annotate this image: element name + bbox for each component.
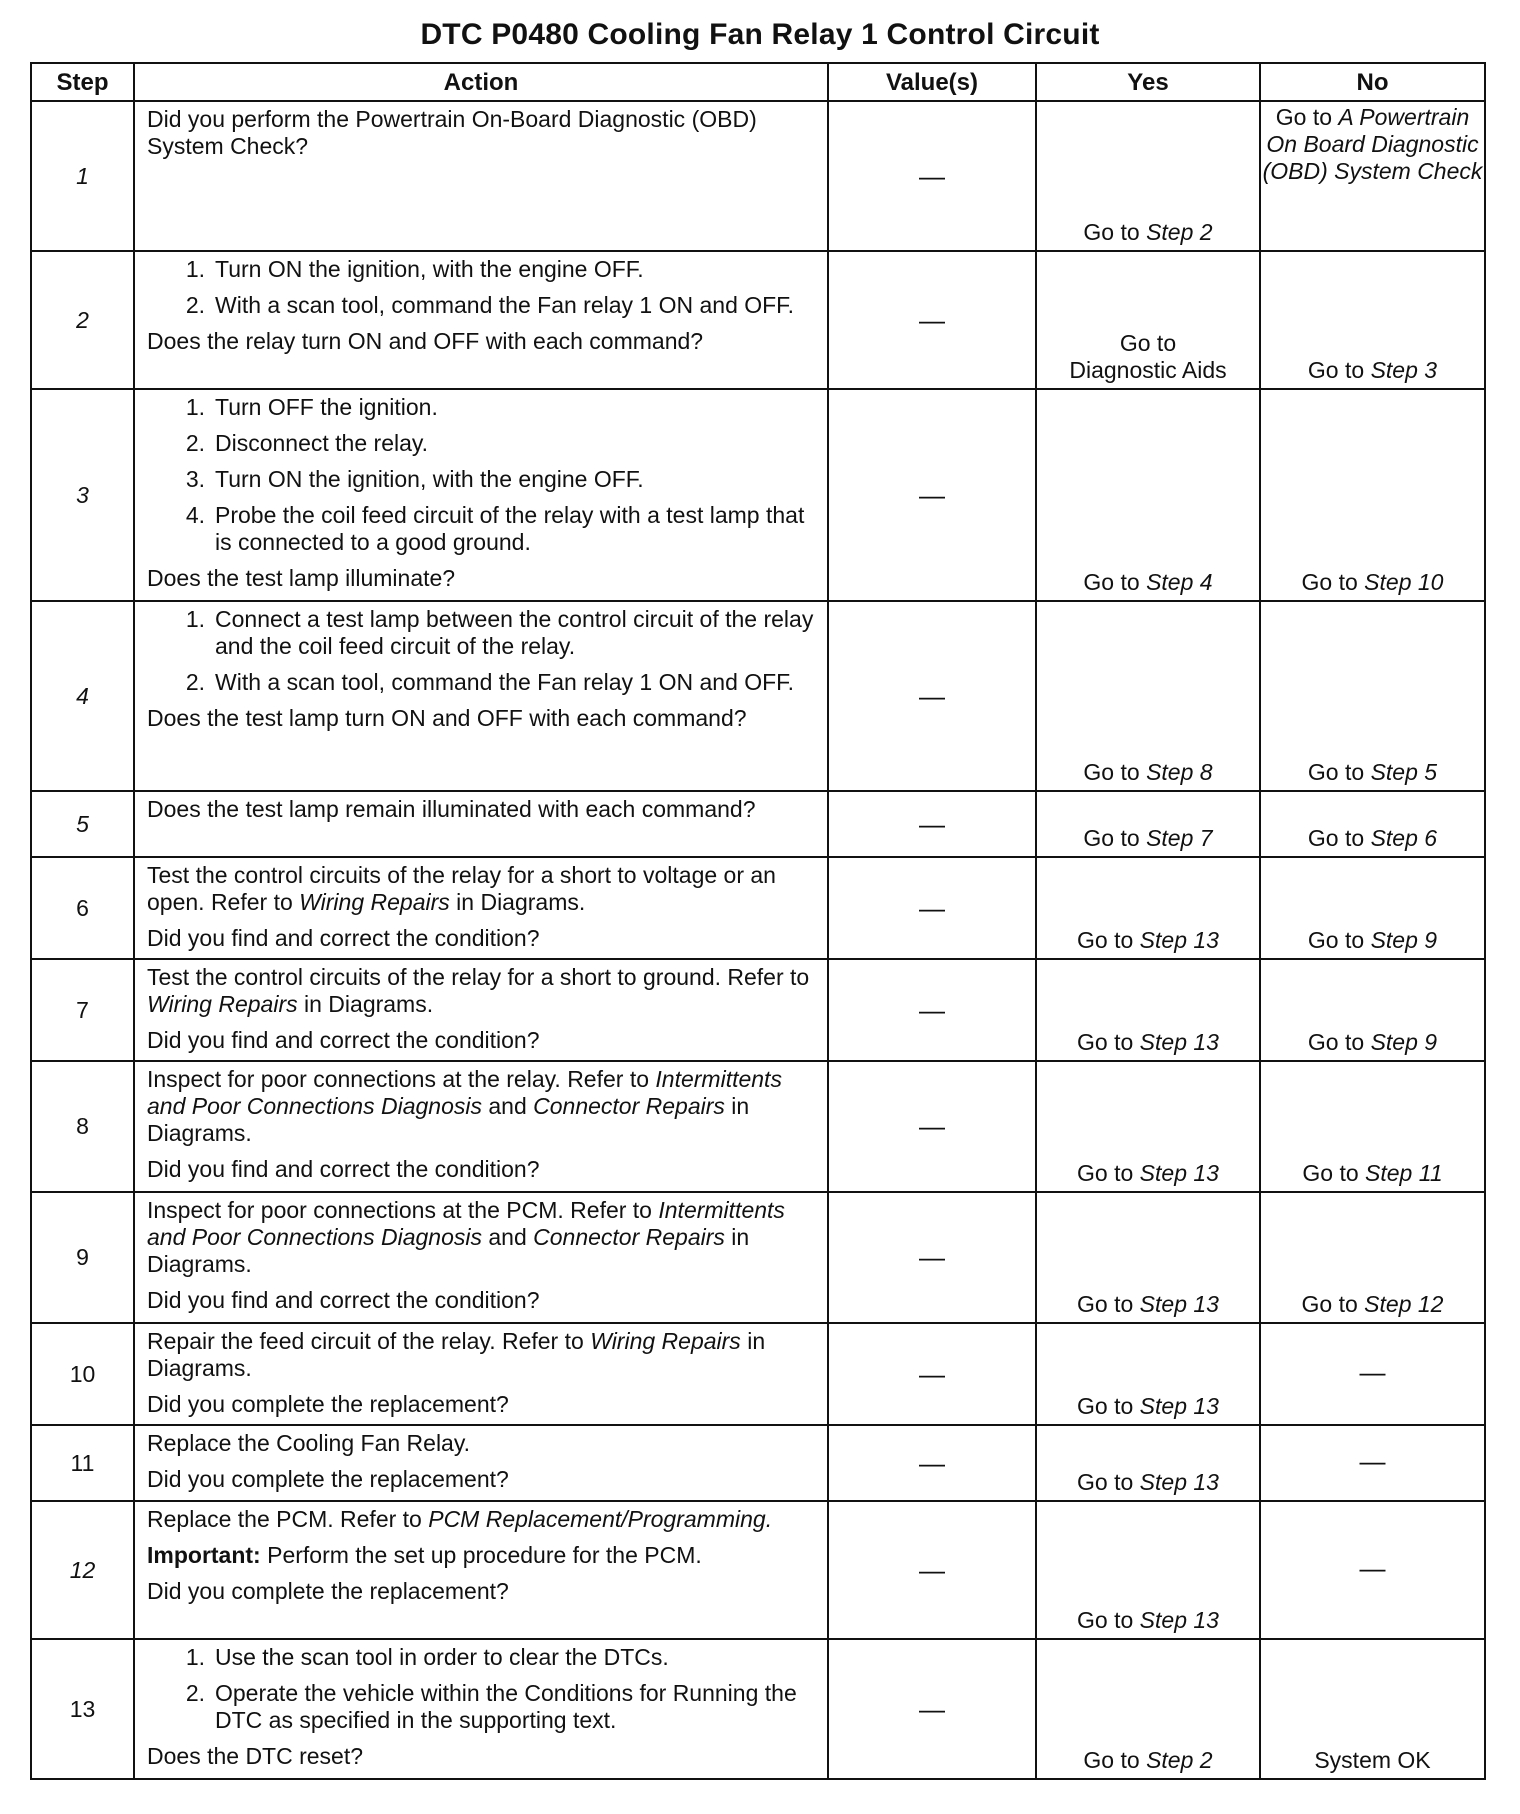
no-reference: Step 9 xyxy=(1370,927,1438,953)
table-row xyxy=(31,1639,1485,1779)
action-list-item xyxy=(147,669,819,696)
action-cell xyxy=(134,389,828,601)
value-cell: — xyxy=(828,1192,1036,1323)
no-reference: Step 10 xyxy=(1364,569,1444,595)
header-no: No xyxy=(1260,63,1485,101)
yes-reference: Step 13 xyxy=(1139,1029,1219,1055)
yes-cell: Go to Step 13 xyxy=(1036,959,1260,1061)
action-item-text: With a scan tool, command the Fan relay 1 ON and OFF. xyxy=(215,292,795,318)
no-cell: Go to Step 9 xyxy=(1260,857,1485,959)
value-cell: — xyxy=(828,601,1036,791)
action-question: Does the DTC reset? xyxy=(147,1743,364,1769)
yes-reference: Step 13 xyxy=(1139,1160,1219,1186)
action-question: Does the test lamp turn ON and OFF with each command? xyxy=(147,705,747,731)
action-item-text: Turn OFF the ignition. xyxy=(215,394,438,420)
step-number: 9 xyxy=(31,1192,134,1323)
step-number: 5 xyxy=(31,791,134,857)
action-list-item xyxy=(147,606,819,660)
action-item-number: 4. xyxy=(185,502,205,528)
yes-reference: Step 8 xyxy=(1146,759,1213,785)
step-number: 13 xyxy=(31,1639,134,1779)
table-row xyxy=(31,389,1485,601)
action-question: Did you find and correct the condition? xyxy=(147,1287,540,1313)
no-reference: Step 11 xyxy=(1365,1160,1443,1186)
step-number: 2 xyxy=(31,251,134,389)
action-cell xyxy=(134,1639,828,1779)
yes-cell: Go to Step 13 xyxy=(1036,1323,1260,1425)
action-item-text: Probe the coil feed circuit of the relay with a test lamp that is connected to a good ground. xyxy=(215,502,805,555)
action-cell xyxy=(134,1192,828,1323)
action-item-number: 2. xyxy=(185,430,205,456)
action-question: Did you find and correct the condition? xyxy=(147,1027,540,1053)
action-list-item xyxy=(147,394,819,421)
action-cell xyxy=(134,601,828,791)
action-item-number: 1. xyxy=(185,1644,205,1670)
table-header-row xyxy=(31,63,1485,101)
action-text: Inspect for poor connections at the PCM. Refer to Intermittents and Poor Connections Diagnosis and Connector Repairs in Diagrams. xyxy=(147,1197,785,1277)
action-question: Does the test lamp illuminate? xyxy=(147,565,456,591)
no-cell: — xyxy=(1260,1323,1485,1425)
header-action: Action xyxy=(134,63,828,101)
action-item-number: 2. xyxy=(185,292,205,318)
action-text: Replace the PCM. Refer to PCM Replacement/Programming. xyxy=(147,1506,773,1532)
yes-reference: Step 13 xyxy=(1139,1291,1219,1317)
action-text: Does the test lamp remain illuminated with each command? xyxy=(147,796,756,822)
step-number: 4 xyxy=(31,601,134,791)
action-list-item xyxy=(147,1644,819,1671)
header-yes: Yes xyxy=(1036,63,1260,101)
no-reference: Step 12 xyxy=(1364,1291,1444,1317)
yes-cell: Go to Step 8 xyxy=(1036,601,1260,791)
value-cell: — xyxy=(828,1061,1036,1192)
value-cell: — xyxy=(828,959,1036,1061)
action-cell xyxy=(134,251,828,389)
step-number: 1 xyxy=(31,101,134,251)
header-step: Step xyxy=(31,63,134,101)
action-list-item xyxy=(147,502,819,556)
step-number: 3 xyxy=(31,389,134,601)
yes-cell: Go to Step 4 xyxy=(1036,389,1260,601)
important-label: Important: xyxy=(147,1542,261,1568)
value-cell: — xyxy=(828,1323,1036,1425)
value-cell: — xyxy=(828,251,1036,389)
action-reference: Wiring Repairs xyxy=(590,1328,741,1354)
action-list-item xyxy=(147,430,819,457)
yes-cell: Go to Step 2 xyxy=(1036,1639,1260,1779)
action-cell xyxy=(134,1323,828,1425)
action-item-text: With a scan tool, command the Fan relay 1 ON and OFF. xyxy=(215,669,795,695)
action-item-text: Turn ON the ignition, with the engine OFF. xyxy=(215,256,644,282)
table-row xyxy=(31,791,1485,857)
no-cell: System OK xyxy=(1260,1639,1485,1779)
table-row xyxy=(31,1061,1485,1192)
yes-reference: Step 13 xyxy=(1139,1469,1219,1495)
no-cell: Go to Step 9 xyxy=(1260,959,1485,1061)
diagnostic-table xyxy=(30,62,1486,1780)
action-text: Inspect for poor connections at the relay. Refer to Intermittents and Poor Connections Diagnosis and Connector Repairs in Diagrams. xyxy=(147,1066,782,1146)
action-item-number: 1. xyxy=(185,606,205,632)
yes-cell: Go to Diagnostic Aids xyxy=(1036,251,1260,389)
value-cell: — xyxy=(828,791,1036,857)
yes-reference: Step 4 xyxy=(1146,569,1213,595)
action-cell xyxy=(134,1061,828,1192)
action-reference: Intermittents and Poor Connections Diagnosis xyxy=(147,1197,785,1250)
no-cell: Go to Step 10 xyxy=(1260,389,1485,601)
action-question: Did you find and correct the condition? xyxy=(147,925,540,951)
action-question: Did you find and correct the condition? xyxy=(147,1156,540,1182)
action-cell xyxy=(134,791,828,857)
table-row xyxy=(31,959,1485,1061)
action-item-text: Operate the vehicle within the Conditions for Running the DTC as specified in the supporting text. xyxy=(215,1680,797,1733)
value-cell: — xyxy=(828,857,1036,959)
table-row xyxy=(31,857,1485,959)
no-cell: — xyxy=(1260,1425,1485,1501)
action-text: Repair the feed circuit of the relay. Refer to Wiring Repairs in Diagrams. xyxy=(147,1328,766,1381)
table-row xyxy=(31,1323,1485,1425)
no-reference: A Powertrain On Board Diagnostic (OBD) System Check xyxy=(1262,104,1483,184)
action-list-item xyxy=(147,292,819,319)
action-item-text: Disconnect the relay. xyxy=(215,430,429,456)
table-row xyxy=(31,101,1485,251)
action-text: Test the control circuits of the relay for a short to voltage or an open. Refer to Wiring Repairs in Diagrams. xyxy=(147,862,776,915)
action-list-item xyxy=(147,1680,819,1734)
table-row xyxy=(31,1192,1485,1323)
action-reference: Wiring Repairs xyxy=(299,889,450,915)
action-item-text: Use the scan tool in order to clear the DTCs. xyxy=(215,1644,669,1670)
yes-reference: Step 13 xyxy=(1139,1607,1219,1633)
value-cell: — xyxy=(828,101,1036,251)
action-cell xyxy=(134,959,828,1061)
no-reference: Step 6 xyxy=(1370,825,1438,851)
action-question: Did you complete the replacement? xyxy=(147,1391,509,1417)
yes-reference: Step 13 xyxy=(1139,1393,1219,1419)
value-cell: — xyxy=(828,1639,1036,1779)
yes-reference: Step 7 xyxy=(1146,825,1213,851)
action-cell xyxy=(134,101,828,251)
action-cell xyxy=(134,1501,828,1639)
table-row xyxy=(31,1501,1485,1639)
action-item-number: 2. xyxy=(185,669,205,695)
yes-cell: Go to Step 7 xyxy=(1036,791,1260,857)
yes-reference: Step 13 xyxy=(1139,927,1219,953)
step-number: 6 xyxy=(31,857,134,959)
action-list-item xyxy=(147,256,819,283)
no-cell: Go to Step 12 xyxy=(1260,1192,1485,1323)
yes-reference: Step 2 xyxy=(1146,219,1213,245)
action-reference: Wiring Repairs xyxy=(147,991,298,1017)
step-number: 11 xyxy=(31,1425,134,1501)
action-item-number: 1. xyxy=(185,394,205,420)
yes-cell: Go to Step 13 xyxy=(1036,1425,1260,1501)
step-number: 10 xyxy=(31,1323,134,1425)
no-reference: Step 5 xyxy=(1370,759,1438,785)
no-cell: Go to Step 11 xyxy=(1260,1061,1485,1192)
no-cell: Go to Step 6 xyxy=(1260,791,1485,857)
action-reference: PCM Replacement/Programming. xyxy=(428,1506,773,1532)
table-row xyxy=(31,251,1485,389)
table-row xyxy=(31,601,1485,791)
action-item-number: 1. xyxy=(185,256,205,282)
value-cell: — xyxy=(828,1425,1036,1501)
table-body xyxy=(31,101,1485,1779)
action-text: Did you perform the Powertrain On-Board Diagnostic (OBD) System Check? xyxy=(147,106,757,159)
action-item-number: 2. xyxy=(185,1680,205,1706)
action-item-text: Turn ON the ignition, with the engine OFF. xyxy=(215,466,644,492)
no-cell: Go to A Powertrain On Board Diagnostic (OBD) System Check xyxy=(1260,101,1485,251)
action-cell xyxy=(134,1425,828,1501)
step-number: 8 xyxy=(31,1061,134,1192)
no-reference: Step 9 xyxy=(1370,1029,1438,1055)
action-text: Test the control circuits of the relay for a short to ground. Refer to Wiring Repairs in Diagrams. xyxy=(147,964,810,1017)
no-cell: — xyxy=(1260,1501,1485,1639)
action-item-number: 3. xyxy=(185,466,205,492)
table-row xyxy=(31,1425,1485,1501)
action-cell xyxy=(134,857,828,959)
value-cell: — xyxy=(828,1501,1036,1639)
yes-cell: Go to Step 13 xyxy=(1036,1061,1260,1192)
action-list-item xyxy=(147,466,819,493)
yes-cell: Go to Step 13 xyxy=(1036,1192,1260,1323)
no-reference: Step 3 xyxy=(1370,357,1438,383)
yes-reference: Step 2 xyxy=(1146,1747,1213,1773)
action-reference: Intermittents and Poor Connections Diagnosis xyxy=(147,1066,782,1119)
action-text: Replace the Cooling Fan Relay. xyxy=(147,1430,471,1456)
important-note: Important: Perform the set up procedure for the PCM. xyxy=(147,1542,702,1568)
header-values: Value(s) xyxy=(828,63,1036,101)
yes-cell: Go to Step 13 xyxy=(1036,857,1260,959)
value-cell: — xyxy=(828,389,1036,601)
action-question: Does the relay turn ON and OFF with each command? xyxy=(147,328,704,354)
action-item-text: Connect a test lamp between the control circuit of the relay and the coil feed circuit of the relay. xyxy=(215,606,814,659)
page-title: DTC P0480 Cooling Fan Relay 1 Control Circuit xyxy=(420,18,1100,51)
step-number: 12 xyxy=(31,1501,134,1639)
action-reference: Connector Repairs xyxy=(533,1224,725,1250)
action-question: Did you complete the replacement? xyxy=(147,1466,509,1492)
action-question: Did you complete the replacement? xyxy=(147,1578,509,1604)
yes-reference: Diagnostic Aids xyxy=(1069,357,1227,383)
yes-cell: Go to Step 2 xyxy=(1036,101,1260,251)
action-reference: Connector Repairs xyxy=(533,1093,725,1119)
no-cell: Go to Step 5 xyxy=(1260,601,1485,791)
yes-cell: Go to Step 13 xyxy=(1036,1501,1260,1639)
no-cell: Go to Step 3 xyxy=(1260,251,1485,389)
step-number: 7 xyxy=(31,959,134,1061)
